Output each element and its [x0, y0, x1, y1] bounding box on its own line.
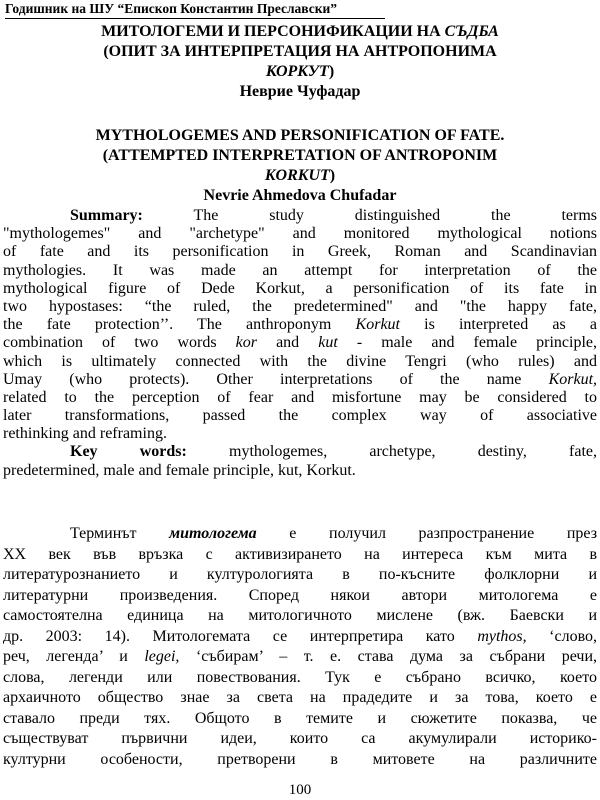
summary-line: rethinking and reframing. [3, 425, 167, 443]
paragraph-line: самостоятелна единица на митологичното мислене (вж. Баевски и [3, 607, 597, 624]
paragraph-line: слова, легенди или повествования. Тук е събрано всичко, което [3, 668, 597, 686]
summary-line: of fate and its personification in Greek, Roman and Scandinavian [3, 243, 597, 261]
title-en-line-1: MYTHOLOGEMES AND PERSONIFICATION OF FATE. [95, 127, 505, 144]
keywords-line: Key words: mythologemes, archetype, destiny, fate, [70, 443, 597, 461]
paragraph-line: ставало преди тях. Общото в темите и сюжетите показва, че [3, 709, 597, 727]
title-bg-line-2: (ОПИТ ЗА ИНТЕРПРЕТАЦИЯ НА АНТРОПОНИМА [103, 43, 497, 60]
summary-line: mythological figure of Dede Korkut, a personification of its fate in [3, 279, 597, 297]
title-bg-line-3: КОРКУТ) [265, 63, 335, 80]
title-en-line-3: KORKUT) [264, 167, 336, 184]
paragraph-line: литературни произведения. Според някои автори митологема е [3, 586, 597, 604]
paragraph-line: архаичното общество знае за света на прадедите и за това, което е [3, 689, 597, 706]
keywords-label: Key words: [70, 443, 187, 461]
summary-label: Summary: [70, 207, 143, 224]
paragraph-line: Терминът митологема е получил разпространение през [70, 525, 597, 542]
paragraph-line: литературознанието и културологията в по-късните фолклорни и [3, 566, 597, 583]
paragraph-line: реч, легенда’ и legei, ‘събирам’ – т. е. става дума за събрани речи, [3, 648, 597, 665]
summary-line: mythologies. It was made an attempt for interpretation of the [3, 261, 597, 279]
summary-line: "mythologemes" and "archetype" and monitored mythological notions [3, 225, 597, 243]
summary-line: Umay (who protects). Other interpretations of the name Korkut, [3, 370, 597, 388]
summary-line: related to the perception of fear and misfortune may be considered to [3, 388, 597, 406]
title-bg-line-1: МИТОЛОГЕМИ И ПЕРСОНИФИКАЦИИ НА СЪДБА [101, 23, 499, 40]
paragraph-line: ХХ век във връзка с активизирането на интереса към мита в [3, 545, 597, 563]
author-en: Nevrie Ahmedova Chufadar [203, 187, 397, 204]
summary-line: the fate protection’’. The anthroponym Korkut is interpreted as a [3, 316, 597, 334]
body-paragraph [3, 524, 597, 770]
paragraph-line: съществуват първични идеи, които са акумулирали историко- [3, 730, 597, 747]
keywords-line: predetermined, male and female principle, kut, Korkut. [3, 461, 356, 479]
summary-line: combination of two words kor and kut - male and female principle, [3, 334, 597, 352]
summary-line: Summary: The study distinguished the terms [70, 207, 597, 224]
summary-line: which is ultimately connected with the divine Tengri (who rules) and [3, 352, 597, 370]
summary-line: later transformations, passed the complex way of associative [3, 407, 597, 425]
page-number: 100 [288, 782, 312, 798]
title-block [0, 22, 600, 206]
author-bg: Неврие Чуфадар [239, 83, 361, 100]
paragraph-line: др. 2003: 14). Митологемата се интерпретира като mythos, ‘слово, [3, 627, 597, 645]
paragraph-line: културни особености, претворени в митовете на различните [3, 750, 597, 768]
running-head: Годишник на ШУ “Епископ Константин Преславски” [5, 0, 385, 19]
summary-line: two hypostases: “the ruled, the predetermined" and "the happy fate, [3, 297, 597, 315]
summary-section [3, 207, 597, 480]
title-en-line-2: (ATTEMPTED INTERPRETATION OF ANTROPONIM [102, 147, 498, 164]
